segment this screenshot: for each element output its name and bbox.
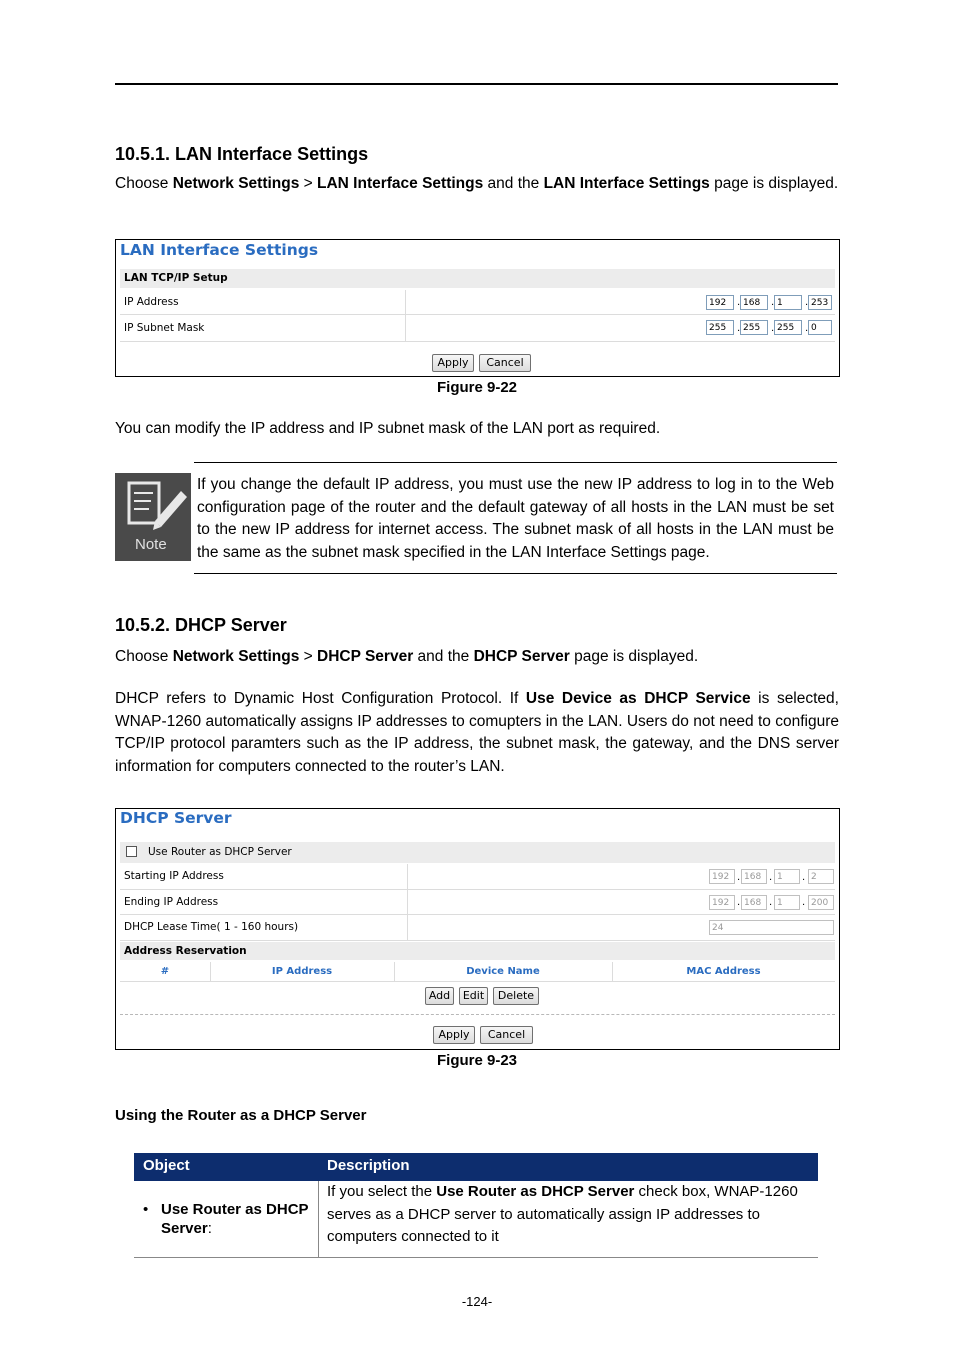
add-button[interactable]: Add bbox=[425, 987, 454, 1005]
mask-octet-2-input[interactable]: 255 bbox=[740, 320, 768, 335]
ip-octet-2-input[interactable]: 168 bbox=[740, 295, 768, 310]
end-octet-3-input[interactable]: 1 bbox=[774, 895, 800, 910]
use-router-row bbox=[120, 842, 835, 863]
edit-button[interactable]: Edit bbox=[459, 987, 488, 1005]
figure-caption-2: Figure 9-23 bbox=[436, 1052, 518, 1069]
dhcp-intro-paragraph: Choose Network Settings > DHCP Server and the DHCP Server page is displayed. bbox=[115, 648, 699, 665]
table-header bbox=[134, 1153, 818, 1181]
lease-time-input[interactable]: 24 bbox=[709, 920, 834, 935]
description-cell: If you select the Use Router as DHCP Server check box, WNAP-1260 serves as a DHCP server to automatically assign IP addresses to computers connected to it bbox=[327, 1183, 798, 1245]
col-number: # bbox=[160, 966, 170, 977]
starting-ip-row: Starting IP Address 192 . 168 . 1 . 2 bbox=[120, 864, 835, 890]
mask-octet-1-input[interactable]: 255 bbox=[706, 320, 734, 335]
lan-apply-button[interactable]: Apply bbox=[432, 354, 474, 372]
column-divider bbox=[318, 1181, 319, 1258]
note-text: If you change the default IP address, you must use the new IP address to log in to the Web configuration page of the router and the default gateway of all hosts in the LAN must be set to the new IP address for internet access. The subnet mask of all hosts in the LAN must be the same as the subnet mask specified in the LAN Interface Settings page. bbox=[197, 476, 834, 561]
subheading: Using the Router as a DHCP Server bbox=[115, 1107, 367, 1124]
lease-time-row bbox=[120, 915, 835, 941]
page-number: -124- bbox=[461, 1294, 493, 1309]
start-octet-2-input[interactable]: 168 bbox=[741, 869, 767, 884]
section-heading-lan: 10.5.1. LAN Interface Settings bbox=[115, 144, 369, 164]
reservation-header-row bbox=[120, 962, 835, 982]
dhcp-server-screenshot bbox=[115, 808, 840, 1050]
header-description: Description bbox=[327, 1157, 410, 1174]
note-icon: Note bbox=[115, 473, 191, 561]
start-octet-1-input[interactable]: 192 bbox=[709, 869, 735, 884]
mask-octet-3-input[interactable]: 255 bbox=[774, 320, 802, 335]
starting-ip-label: Starting IP Address bbox=[124, 870, 224, 882]
note-top-rule bbox=[194, 462, 837, 463]
subnet-mask-row: IP Subnet Mask 255 . 255 . 255 . 0 bbox=[120, 315, 835, 342]
dhcp-apply-button[interactable]: Apply bbox=[433, 1026, 475, 1044]
subnet-mask-label: IP Subnet Mask bbox=[124, 322, 205, 334]
col-mac-address: MAC Address bbox=[686, 966, 761, 977]
ip-octet-3-input[interactable]: 1 bbox=[774, 295, 802, 310]
ip-octet-1-input[interactable]: 192 bbox=[706, 295, 734, 310]
lan-cancel-button[interactable]: Cancel bbox=[479, 354, 531, 372]
ip-address-label: IP Address bbox=[124, 296, 179, 308]
dhcp-cancel-button[interactable]: Cancel bbox=[480, 1026, 533, 1044]
delete-button[interactable]: Delete bbox=[493, 987, 539, 1005]
end-octet-2-input[interactable]: 168 bbox=[741, 895, 767, 910]
mask-octet-4-input[interactable]: 0 bbox=[808, 320, 832, 335]
dhcp-description-paragraph: DHCP refers to Dynamic Host Configuration Protocol. If Use Device as DHCP Service is selected, WNAP-1260 automatically assigns IP addresses to comupters in the LAN. Users do not need to configure TCP/IP protocol paramters such as the IP address, the subnet mask, the gateway, and the DNS server information for computers connected to the router’s LAN. bbox=[115, 690, 839, 775]
lan-panel-title: LAN Interface Settings bbox=[120, 241, 319, 259]
address-reservation-bar: Address Reservation bbox=[120, 942, 835, 960]
table-bottom-rule bbox=[134, 1257, 818, 1258]
lan-settings-screenshot bbox=[115, 239, 840, 377]
end-octet-1-input[interactable]: 192 bbox=[709, 895, 735, 910]
modify-paragraph: You can modify the IP address and IP subnet mask of the LAN port as required. bbox=[115, 420, 661, 437]
note-bottom-rule bbox=[194, 573, 837, 574]
dhcp-panel-title: DHCP Server bbox=[120, 809, 232, 827]
figure-caption-1: Figure 9-22 bbox=[436, 379, 518, 396]
col-ip-address: IP Address bbox=[271, 966, 333, 977]
start-octet-3-input[interactable]: 1 bbox=[774, 869, 800, 884]
section-heading-dhcp: 10.5.2. DHCP Server bbox=[115, 615, 287, 635]
start-octet-4-input[interactable]: 2 bbox=[808, 869, 834, 884]
header-rule bbox=[115, 83, 838, 85]
ending-ip-row: Ending IP Address 192 . 168 . 1 . 200 bbox=[120, 890, 835, 915]
panel-divider bbox=[120, 1014, 835, 1015]
ending-ip-label: Ending IP Address bbox=[124, 896, 219, 908]
lease-time-label: DHCP Lease Time( 1 - 160 hours) bbox=[124, 921, 299, 933]
lan-intro-paragraph: Choose Network Settings > LAN Interface Settings and the LAN Interface Settings page is displayed. bbox=[115, 175, 839, 192]
ip-address-row: IP Address 192 . 168 . 1 . 253 bbox=[120, 290, 835, 315]
use-router-checkbox[interactable] bbox=[126, 846, 137, 857]
col-device-name: Device Name bbox=[466, 966, 540, 977]
object-cell: Use Router as DHCP Server bbox=[161, 1201, 309, 1237]
header-object: Object bbox=[143, 1157, 190, 1174]
ip-octet-4-input[interactable]: 253 bbox=[808, 295, 832, 310]
lan-tcpip-section: LAN TCP/IP Setup bbox=[120, 269, 835, 288]
end-octet-4-input[interactable]: 200 bbox=[808, 895, 834, 910]
use-router-label: Use Router as DHCP Server bbox=[148, 846, 292, 858]
